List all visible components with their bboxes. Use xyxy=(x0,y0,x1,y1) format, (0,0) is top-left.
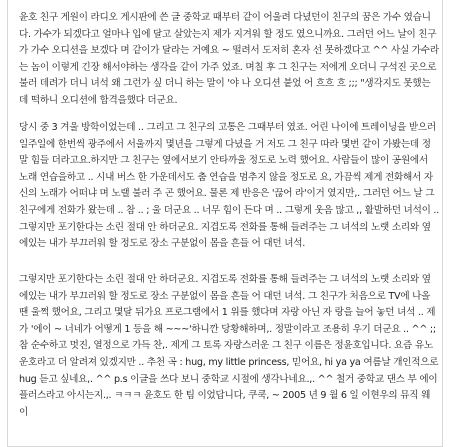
paragraph-1: 윤호 친구 게원이 라디오 게시판에 쓴 글 중학교 때부터 같이 어울려 다녔던이 친구의 꿈은 가수 였습니다. 가수가 되겠다고 얼마나 입에 달고 살았는지 제가 지겨워 할 정도 였으니까요. 그러던 어느 날이 친구가 가수 오디션을 보겠다 며 같이가 달라는 거예요 ~ 떨려서 도저히 혼자 선 못하겠다고 ^^ 사실 가수라는 놈이 이렇게 긴장 해서야하는 생각을 같이 가주 었죠. 며칠 후 그 친구는 저에게 오더니 구석진 곳으로 불러 데려가 더니 녀석 왜 그런가 싶 더니 하는 말이 '야 나 오디션 붙었 어 흐흐 흐 ;;; "생각지도 못했는데 떡하니 오디션에 합격을했다 더군요. xyxy=(19,12,439,106)
paragraph-2: 당시 중 3 겨울 방학이었는데 .. 그리고 그 친구의 고통은 그때부터 였죠. 어린 나이에 트레이닝을 받으러 일주일에 한번씩 광주에서 서울까지 몇년을 그렇게 다녔을 거 저도 그 친구 따라 몇번 같이 가봤는데 정말 힘들 더라고요.하지만 그 친구는 옆에서보기 안타까울 정도로 노력 했어요. 사람들이 많이 공원에서 노래 연습을하고 .. 시내 버스 한 가운데서도 춤 연습을 멈추지 않을 정도로 요, 가끔씩 제게 전화해서 자신의 노래가 어떠냐 며 노랠 불러 주 곤 했어요. 물론 제 반응은 '끊어 라'이거 였지만,. 그러던 어느 날 그 친구에게 전화가 왔는데 .. 참 .. ; 울 더군요 .. 너무 힘이 든다 며 .. 그렇게 웃음 많고 ,, 활발하던 녀석이 .. 그렇지만 포기한다는 소린 절대 안 하더군요. 지겹도록 전화를 통해 들려주는 그 녀석의 노랫 소리와 옆에있는 내가 부끄러워 할 정도로 장소 구분없이 몸을 흔들 어 대던 녀석. xyxy=(19,122,439,250)
document-page xyxy=(7,0,443,447)
paragraph-3: 그렇지만 포기한다는 소린 절대 안 하더군요. 지겹도록 전화를 통해 들려주는 그 녀석의 노랫 소리와 옆에있는 내가 부끄러워 할 정도로 장소 구분없이 몸을 흔들 어 대던 녀석. 그 친구가 처음으로 TV에 나올 땐 울쩍 했어요, 그리고 몇달 뒤가요 프로그램에서 1 위를 했다며 자랑 아닌 자 랑을 늘어 놓던 녀석 .. 제가 '에이 ~ 너네가 어떻게 1 등을 해 ~~~'하니깐 당황해하며,. 정말이라고 조용히 우기 더군요 .. ^^ ;; 참 순수하고 멋진, 열정으로 가득 찬,. 제게 그 토록 자랑스러운 그 친구 이름은 정윤호입니다. 요즘 유노운호라고 더 알려져 있겠지만 .. 추천 곡 : hug, my little princess, 믿어요, hi ya ya 여름날 개인적으로 hug 듣고 싶네요,. ^^ p.s 이글을 쓰다 보니 중학교 시절에 생각나네요.,. ^^ 철거 중학교 댄스 부 에이 플러스라고 아시는지.,. ㅋㅋㅋ 윤호도 한 팀 이었답니다, 쿠쿡, ~ 2005 년 9 월 6 일 이현우의 뮤직 웨이 xyxy=(19,274,439,418)
